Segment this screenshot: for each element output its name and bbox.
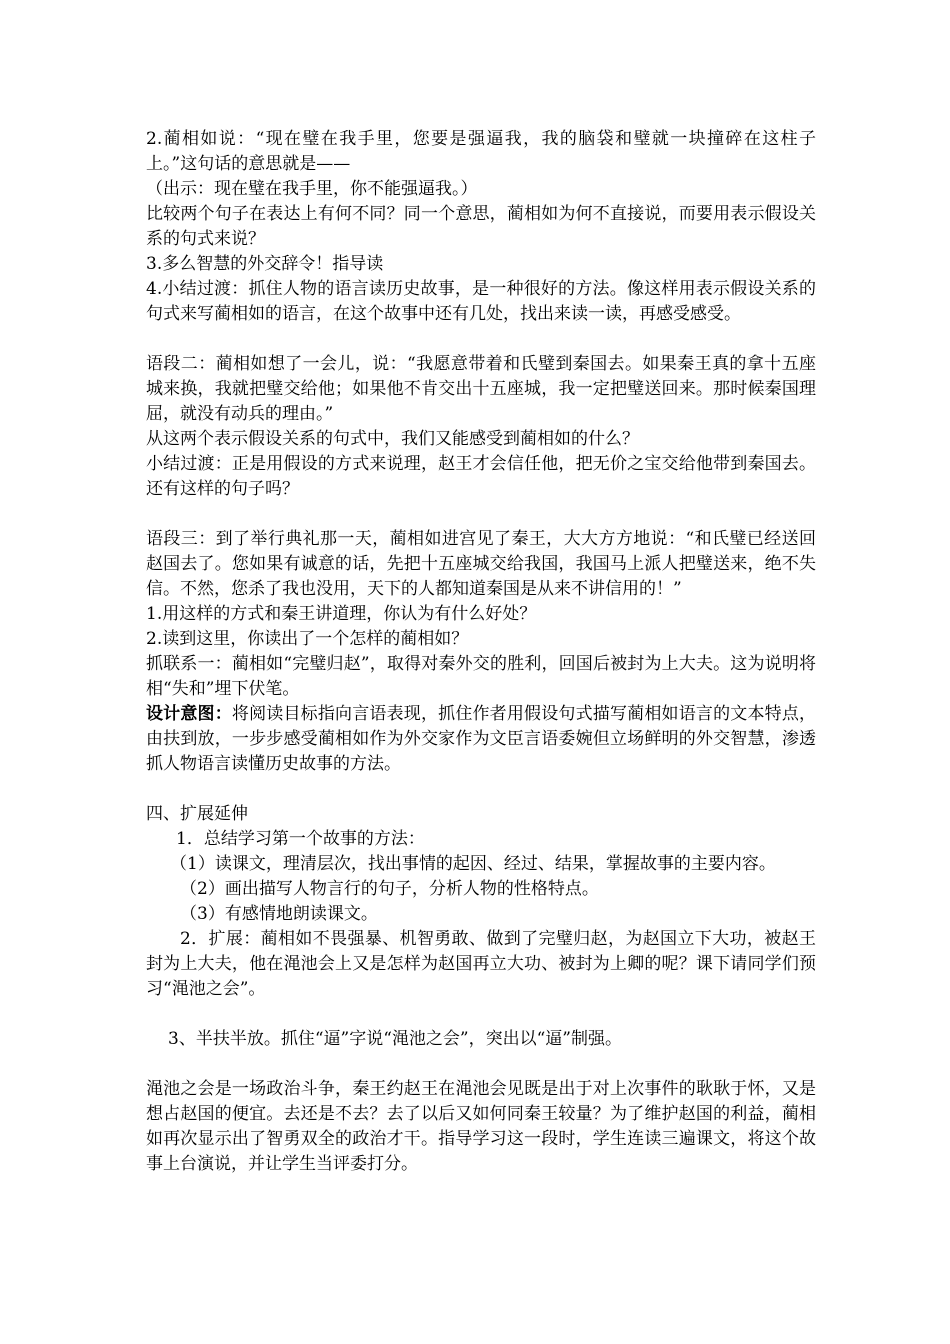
spacer	[146, 777, 816, 802]
spacer	[146, 1002, 816, 1027]
paragraph-12: 抓联系一：蔺相如“完璧归赵”，取得对秦外交的胜利，回国后被封为上大夫。这为说明将相“失和”埋下伏笔。	[146, 654, 816, 699]
paragraph-8: 小结过渡：正是用假设的方式来说理，赵王才会信任他，把无价之宝交给他带到秦国去。还有这样的句子吗？	[146, 454, 816, 499]
paragraph-21: 渑池之会是一场政治斗争，秦王约赵王在渑池会见既是出于对上次事件的耿耿于怀，又是想占赵国的便宜。去还是不去？去了以后又如何同秦王较量？为了维护赵国的利益，蔺相如再次显示出了智勇双全的政治才干。指导学习这一段时，学生连读三遍课文，将这个故事上台演说，并让学生当评委打分。	[146, 1079, 816, 1174]
paragraph-19: 2．扩展：蔺相如不畏强暴、机智勇敢、做到了完璧归赵，为赵国立下大功，被赵王封为上大夫，他在渑池会上又是怎样为赵国再立大功、被封为上卿的呢？课下请同学们预习“渑池之会”。	[146, 929, 816, 999]
paragraph-1: 2.蔺相如说：“现在璧在我手里，您要是强逼我，我的脑袋和璧就一块撞碎在这柱子上。”这句话的意思就是——	[146, 129, 816, 174]
spacer	[146, 327, 816, 352]
spacer	[146, 1052, 816, 1077]
paragraph-16: （1）读课文，理清层次，找出事情的起因、经过、结果，掌握故事的主要内容。	[170, 854, 776, 874]
paragraph-20: 3、半扶半放。抓住“逼”字说“渑池之会”，突出以“逼”制强。	[168, 1029, 622, 1049]
paragraph-4: 3.多么智慧的外交辞令！指导读	[146, 254, 384, 274]
spacer	[146, 502, 816, 527]
document-body	[146, 127, 816, 1177]
section-heading: 四、扩展延伸	[146, 804, 248, 824]
paragraph-2: （出示：现在璧在我手里，你不能强逼我。）	[146, 179, 478, 199]
paragraph-15: 1．总结学习第一个故事的方法：	[176, 829, 425, 849]
paragraph-11: 2.读到这里，你读出了一个怎样的蔺相如？	[146, 629, 469, 649]
paragraph-18: （3）有感情地朗读课文。	[180, 904, 378, 924]
paragraph-10: 1.用这样的方式和秦王讲道理，你认为有什么好处？	[146, 604, 537, 624]
paragraph-9: 语段三：到了举行典礼那一天，蔺相如进宫见了秦王，大大方方地说：“和氏璧已经送回赵国去了。您如果有诚意的话，先把十五座城交给我国，我国马上派人把璧送来，绝不失信。不然，您杀了我也没用，天下的人都知道秦国是从来不讲信用的！”	[146, 529, 816, 599]
paragraph-7: 从这两个表示假设关系的句式中，我们又能感受到蔺相如的什么？	[146, 429, 639, 449]
design-intent-text: 将阅读目标指向言语表现，抓住作者用假设句式描写蔺相如语言的文本特点，由扶到放，一步步感受蔺相如作为外交家作为文臣言语委婉但立场鲜明的外交智慧，渗透抓人物语言读懂历史故事的方法。	[146, 704, 816, 774]
design-intent-paragraph	[146, 702, 816, 777]
paragraph-17: （2）画出描写人物言行的句子，分析人物的性格特点。	[180, 879, 599, 899]
design-intent-label: 设计意图：	[146, 704, 232, 724]
paragraph-6: 语段二：蔺相如想了一会儿，说：“我愿意带着和氏璧到秦国去。如果秦王真的拿十五座城来换，我就把璧交给他；如果他不肯交出十五座城，我一定把璧送回来。那时候秦国理屈，就没有动兵的理由。”	[146, 354, 816, 424]
paragraph-3: 比较两个句子在表达上有何不同？同一个意思，蔺相如为何不直接说，而要用表示假设关系的句式来说？	[146, 204, 816, 249]
paragraph-5: 4.小结过渡：抓住人物的语言读历史故事，是一种很好的方法。像这样用表示假设关系的句式来写蔺相如的语言，在这个故事中还有几处，找出来读一读，再感受感受。	[146, 279, 816, 324]
